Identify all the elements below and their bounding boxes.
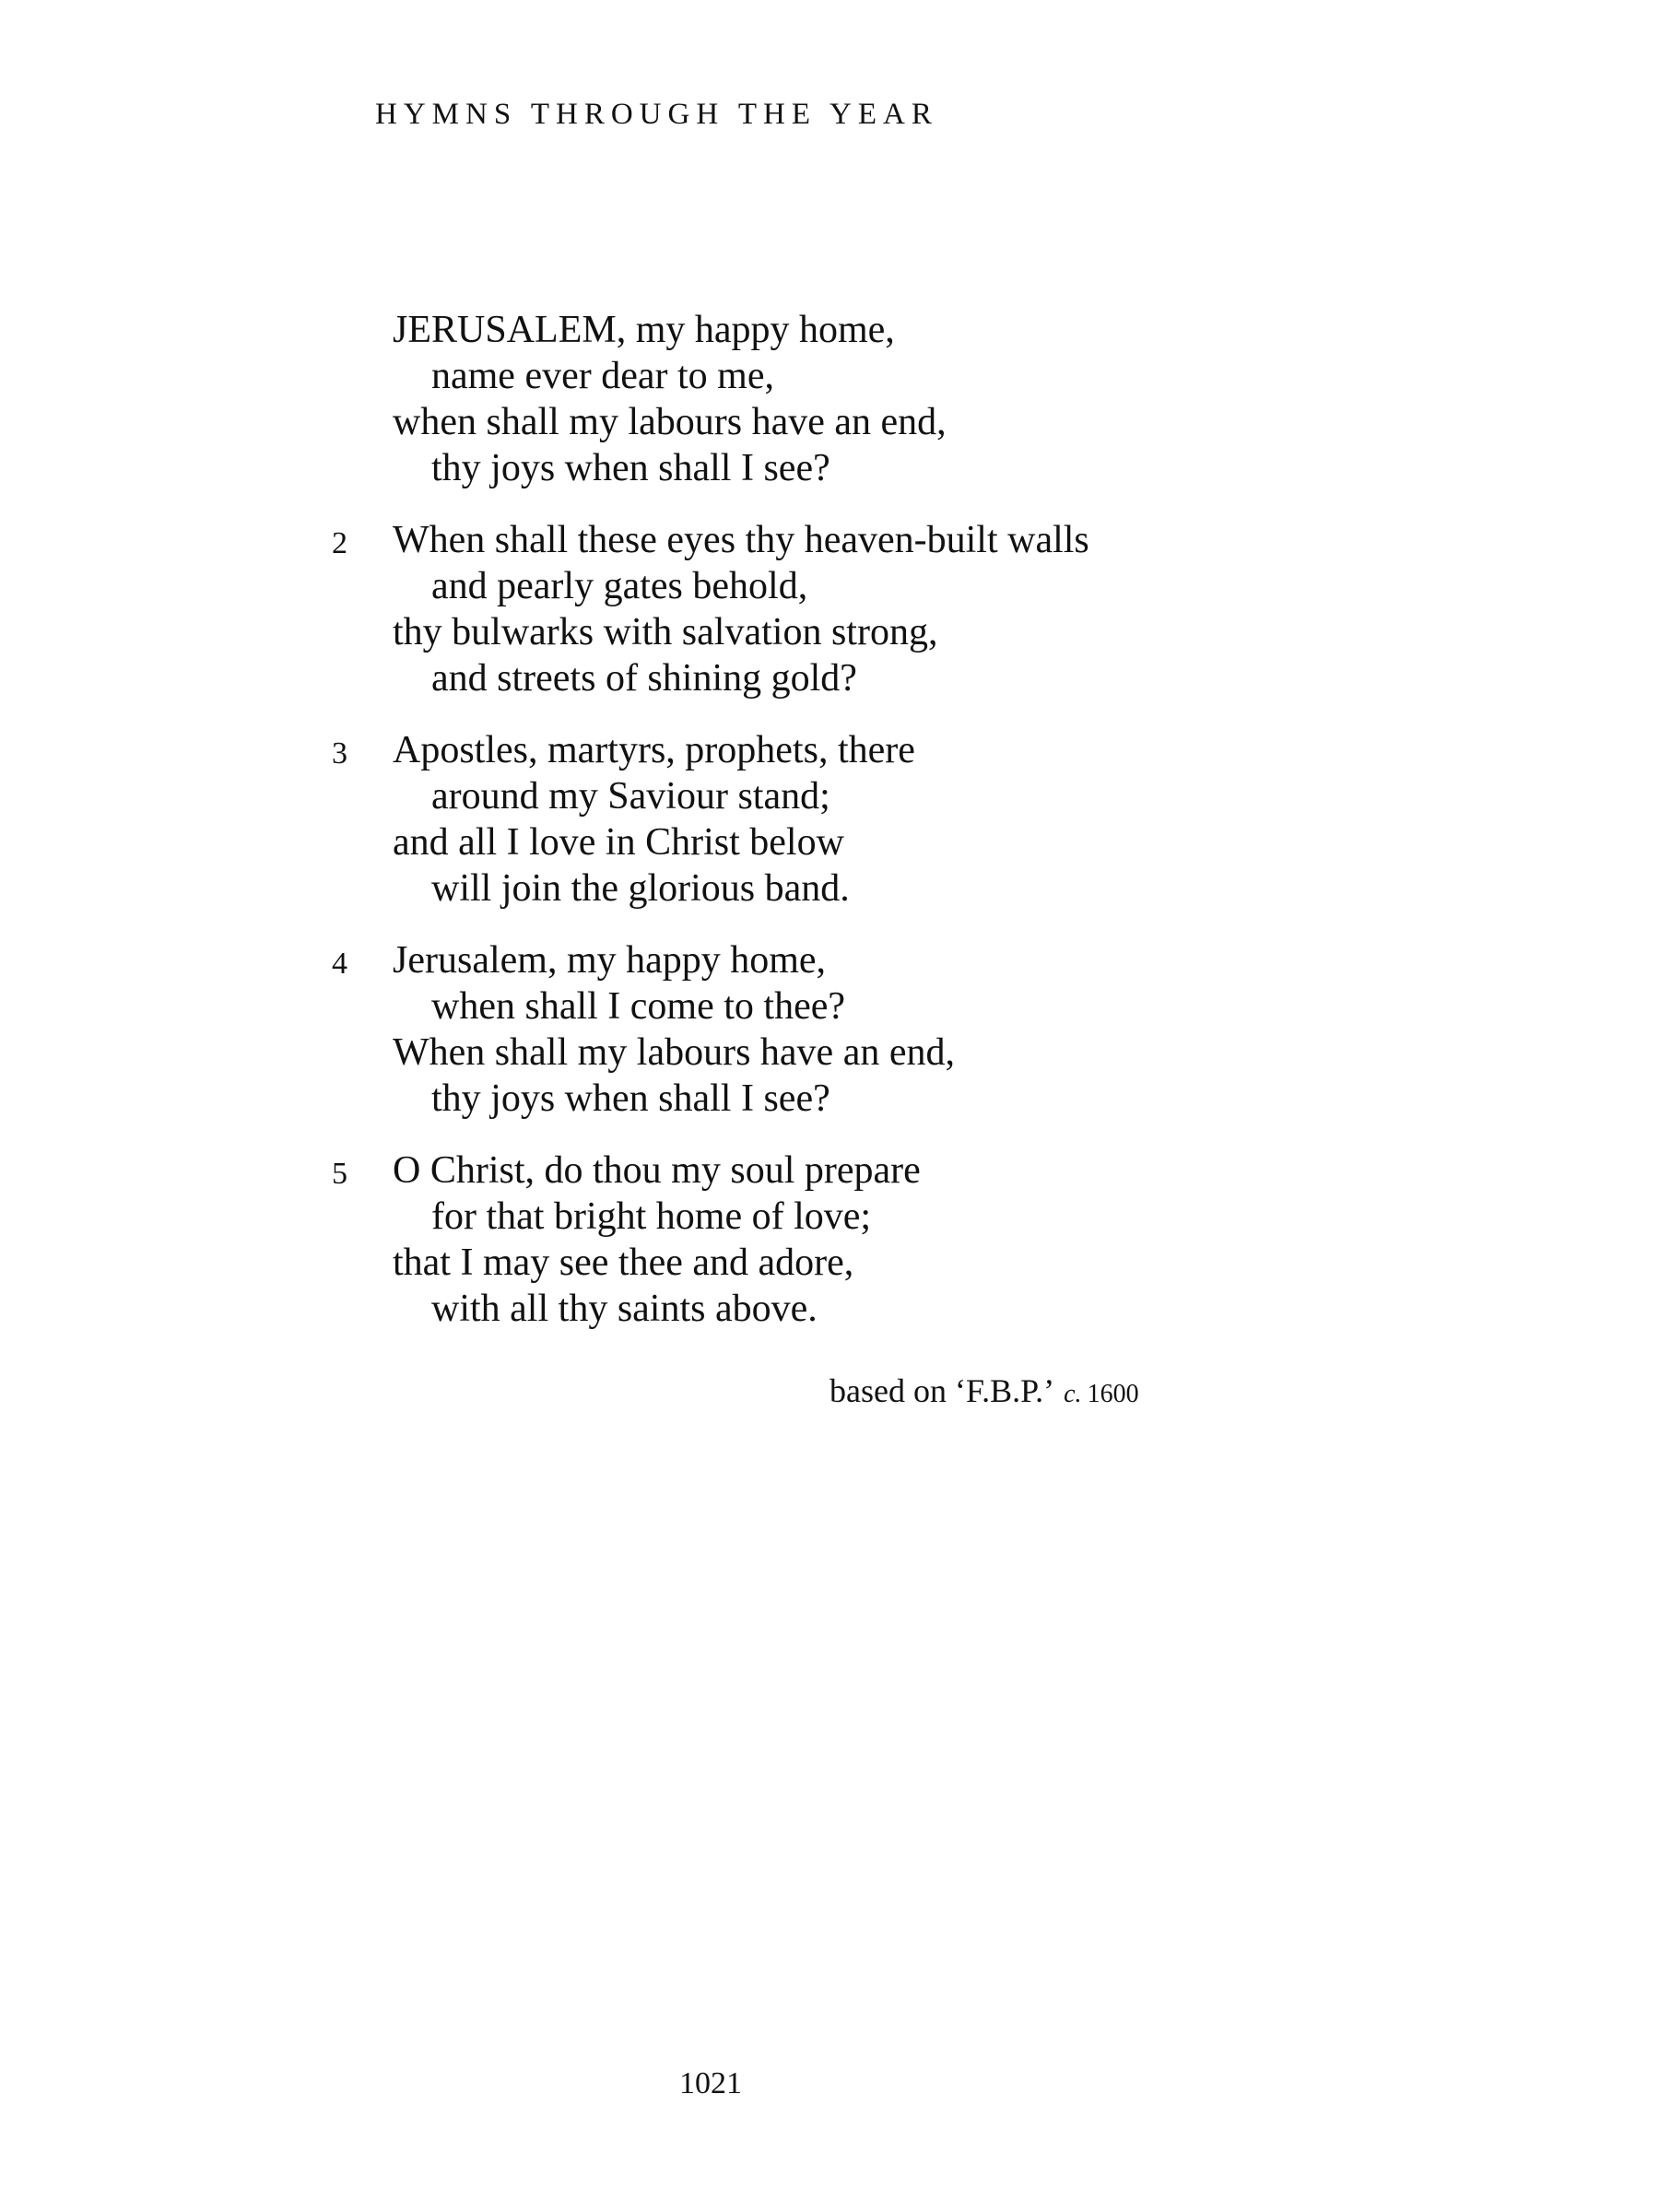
verse-3 — [332, 727, 1253, 912]
attribution — [830, 1371, 1139, 1410]
verse-line: when shall my labours have an end, — [393, 401, 947, 443]
verse-line: and all I love in Christ below — [393, 821, 844, 864]
verse-1 — [332, 307, 1253, 491]
verse-line: When shall my labours have an end, — [393, 1031, 955, 1074]
verse-line: will join the glorious band. — [431, 867, 850, 910]
verse-4 — [332, 937, 1253, 1122]
verse-line: thy bulwarks with salvation strong, — [393, 611, 938, 653]
verse-line: thy joys when shall I see? — [431, 1077, 830, 1120]
verse-line: JERUSALEM, my happy home, — [393, 309, 895, 351]
verse-line: that I may see thee and adore, — [393, 1241, 854, 1284]
attribution-text: based on ‘F.B.P.’ — [830, 1372, 1055, 1409]
verse-number: 5 — [332, 1157, 347, 1191]
verse-line: for that bright home of love; — [431, 1195, 872, 1238]
running-head: HYMNS THROUGH THE YEAR — [375, 98, 938, 131]
hymn-text — [332, 307, 1253, 1358]
verse-5 — [332, 1147, 1253, 1332]
verse-line: O Christ, do thou my soul prepare — [393, 1149, 921, 1192]
verse-line: Jerusalem, my happy home, — [393, 939, 827, 982]
verse-line: When shall these eyes thy heaven-built walls — [393, 519, 1089, 561]
page-number: 1021 — [679, 2066, 742, 2100]
verse-number: 4 — [332, 947, 347, 981]
verse-line: with all thy saints above. — [431, 1288, 818, 1330]
verse-line: thy joys when shall I see? — [431, 447, 830, 489]
verse-line: and pearly gates behold, — [431, 565, 808, 607]
verse-number: 2 — [332, 526, 347, 560]
verse-line: Apostles, martyrs, prophets, there — [393, 729, 915, 771]
verse-2 — [332, 517, 1253, 701]
attribution-year: 1600 — [1087, 1380, 1139, 1408]
verse-number: 3 — [332, 736, 347, 771]
verse-line: when shall I come to thee? — [431, 985, 845, 1028]
attribution-circa: c. — [1064, 1380, 1082, 1408]
verse-line: and streets of shining gold? — [431, 657, 857, 700]
verse-line: name ever dear to me, — [431, 355, 774, 397]
verse-line: around my Saviour stand; — [431, 775, 830, 818]
